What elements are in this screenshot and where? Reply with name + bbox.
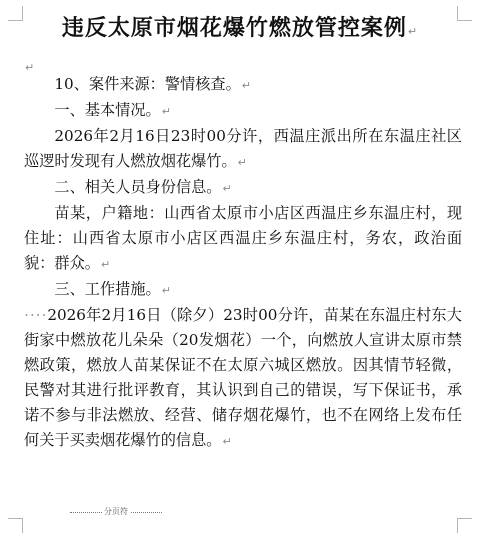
- paragraph-mark: ↵: [407, 25, 419, 38]
- case-source-paragraph[interactable]: [24, 72, 462, 98]
- empty-paragraph[interactable]: [24, 56, 35, 74]
- identity-heading[interactable]: [24, 175, 462, 201]
- document-body[interactable]: [24, 72, 462, 454]
- measures-paragraph[interactable]: [24, 303, 462, 454]
- paragraph-text: 2026年2月16日23时00分许，西温庄派出所在东温庄社区巡逻时发现有人燃放烟花爆竹。: [24, 127, 462, 170]
- paragraph-text: 二、相关人员身份信息。: [54, 178, 222, 196]
- paragraph-text: 苗某，户籍地：山西省太原市小店区西温庄乡东温庄村，现住址：山西省太原市小店区西温庄乡东温庄村，务农，政治面貌：群众。: [24, 204, 462, 272]
- paragraph-text: 10、案件来源：警情核查。: [54, 75, 241, 93]
- paragraph-mark: ↵: [161, 105, 171, 118]
- page-break-label: 分页符: [104, 507, 128, 516]
- tab-leader-dots: ····: [24, 306, 48, 324]
- paragraph-text: 2026年2月16日（除夕）23时00分许，苗某在东温庄村东大街家中燃放花儿朵朵（20发烟花）一个，向燃放人宣讲太原市禁燃政策，燃放人苗某保证不在太原六城区燃放。因其情节轻微，民警对其进行批评教育，其认识到自己的错误，写下保证书，承诺不参与非法燃放、经营、储存烟花爆竹，也不在网络上发布任何关于买卖烟花爆竹的信息。: [24, 306, 462, 449]
- paragraph-text: 一、基本情况。: [54, 101, 161, 119]
- paragraph-mark: ↵: [237, 156, 247, 169]
- measures-heading[interactable]: [24, 277, 462, 303]
- paragraph-mark: ↵: [241, 79, 251, 92]
- document-title[interactable]: [0, 14, 480, 47]
- crop-mark-bottom-right: [457, 518, 472, 533]
- paragraph-mark: ↵: [25, 61, 35, 74]
- page-break-marker[interactable]: [70, 507, 162, 517]
- paragraph-mark: ↵: [161, 284, 171, 297]
- crop-mark-bottom-left: [8, 518, 23, 533]
- paragraph-mark: ↵: [222, 435, 232, 448]
- paragraph-text: 三、工作措施。: [54, 280, 161, 298]
- paragraph-mark: ↵: [100, 258, 111, 271]
- basic-info-paragraph[interactable]: [24, 124, 462, 175]
- basic-info-heading[interactable]: [24, 98, 462, 124]
- identity-paragraph[interactable]: [24, 201, 462, 277]
- document-title-text: 违反太原市烟花爆竹燃放管控案例: [61, 16, 407, 41]
- paragraph-mark: ↵: [222, 182, 232, 195]
